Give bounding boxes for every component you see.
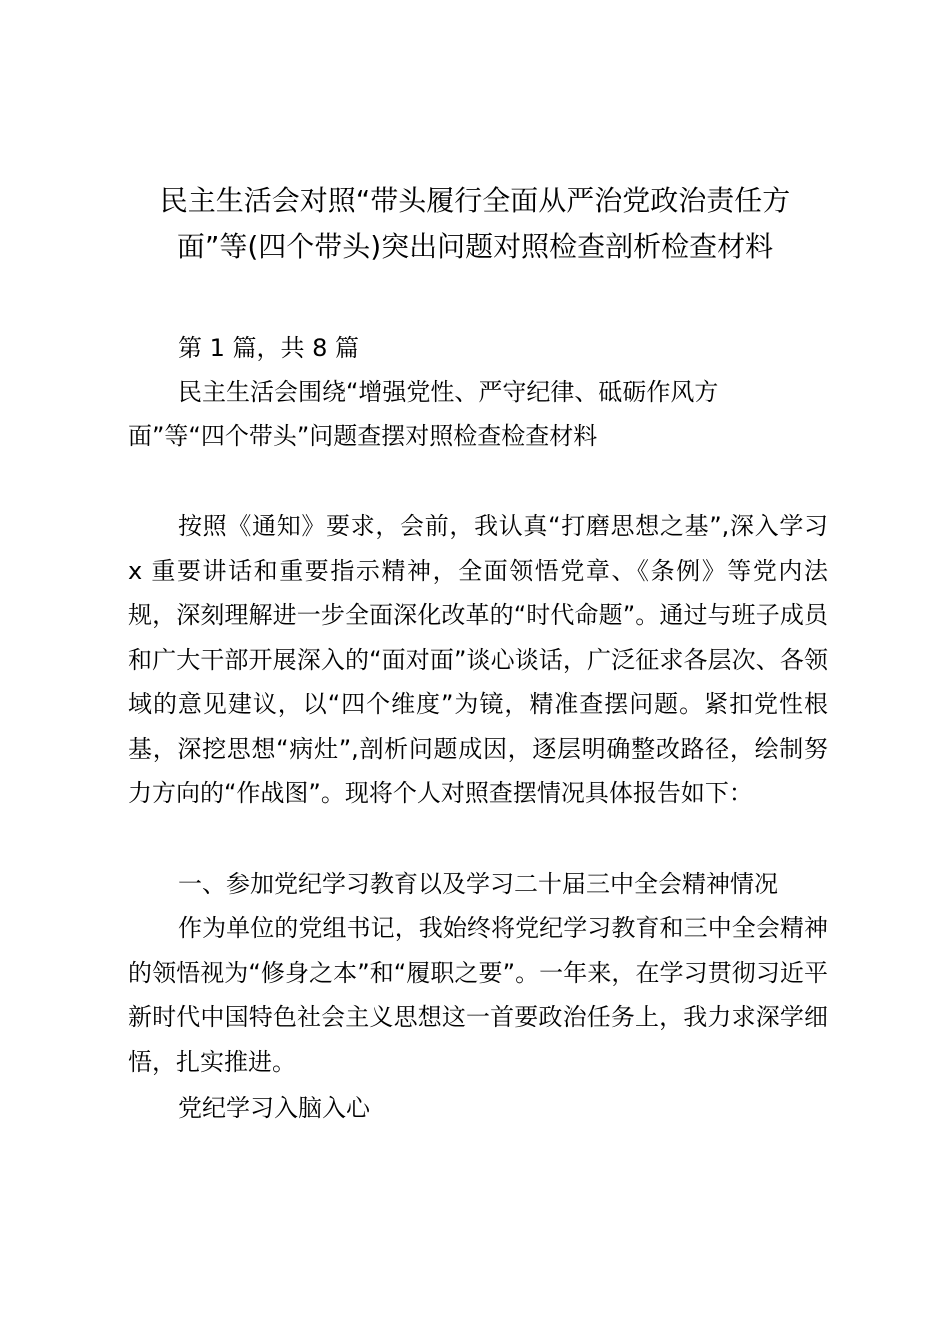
intro-paragraph: 按照《通知》要求，会前，我认真“打磨思想之基”,深入学习 x 重要讲话和重要指示精神，全面领悟党章、《条例》等党内法规，深刻理解进一步全面深化改革的“时代命题”。通过与班子成员和广大干部开展深入的“面对面”谈心谈话，广泛征求各层次、各领域的意见建议，以“四个维度”为镜，精准查摆问题。紧扣党性根基，深挖思想“病灶”,剖析问题成因，逐层明确整改路径，绘制努力方向的“作战图”。现将个人对照查摆情况具体报告如下： bbox=[128, 512, 828, 807]
subtitle-line-1: 民主生活会围绕“增强党性、严守纪律、砥砺作风方 bbox=[178, 378, 719, 406]
subheading-1: 党纪学习入脑入心 bbox=[178, 1094, 370, 1122]
section-heading-1: 一、参加党纪学习教育以及学习二十届三中全会精神情况 bbox=[178, 870, 778, 898]
subtitle-line-2: 面”等“四个带头”问题查摆对照检查检查材料 bbox=[128, 422, 598, 450]
article-counter: 第 1 篇，共 8 篇 bbox=[178, 334, 360, 362]
document-title: 民主生活会对照“带头履行全面从严治党政治责任方面”等(四个带头)突出问题对照检查剖析检查材料 bbox=[159, 184, 791, 263]
section-1-paragraph: 作为单位的党组书记，我始终将党纪学习教育和三中全会精神的领悟视为“修身之本”和“履职之要”。一年来，在学习贯彻习近平新时代中国特色社会主义思想这一首要政治任务上，我力求深学细悟，扎实推进。 bbox=[128, 914, 828, 1076]
